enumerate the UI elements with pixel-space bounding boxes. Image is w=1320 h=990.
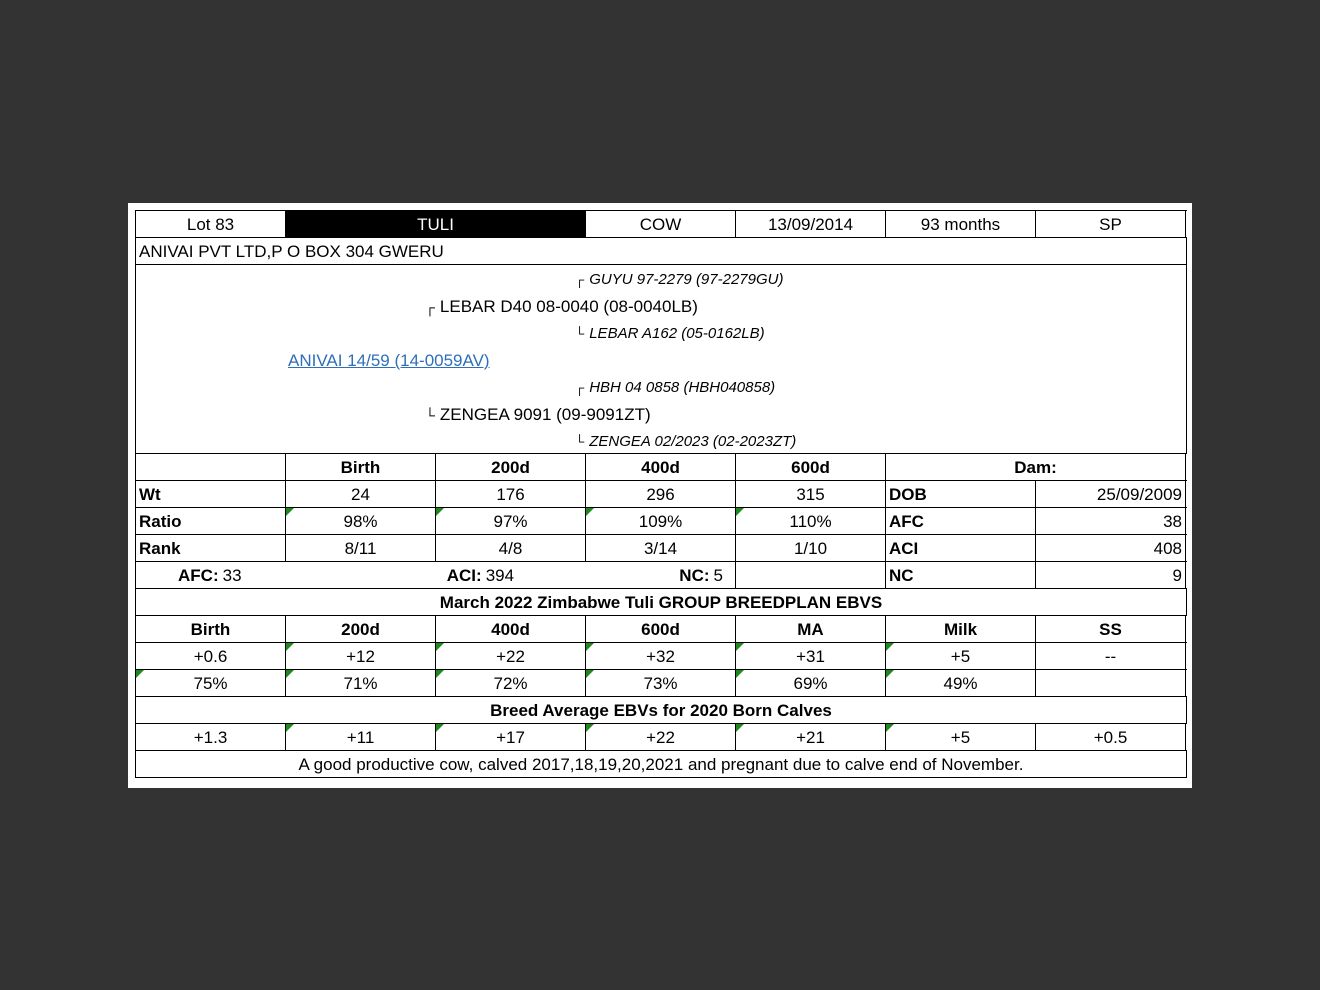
ebv-value: +22 — [436, 643, 586, 669]
dam-key: DOB — [886, 481, 1036, 507]
ebv-value: +12 — [286, 643, 436, 669]
sire-name: LEBAR D40 08-0040 (08-0040LB) — [439, 297, 698, 316]
weight-row — [136, 481, 1187, 508]
rank-value: 8/11 — [286, 535, 436, 561]
weight-value: 296 — [586, 481, 736, 507]
dam-name: ZENGEA 9091 (09-9091ZT) — [439, 405, 651, 424]
row-label: Wt — [136, 481, 286, 507]
ebv-accuracy-row — [136, 670, 1187, 697]
owner-row — [136, 238, 1187, 265]
aci-value: 394 — [485, 565, 515, 585]
weight-value: 315 — [736, 481, 886, 507]
ebv-accuracy: 73% — [586, 670, 736, 696]
status-code: SP — [1036, 211, 1186, 237]
weight-value: 24 — [286, 481, 436, 507]
ratio-value: 98% — [286, 508, 436, 534]
bracket-top-icon: ┌ — [575, 380, 585, 395]
aci-summary — [447, 567, 514, 584]
ebv-title-row — [136, 589, 1187, 616]
weights-col-header: 600d — [736, 454, 886, 480]
ratio-value: 109% — [586, 508, 736, 534]
weights-col-header: Birth — [286, 454, 436, 480]
dam-value: 408 — [1036, 535, 1186, 561]
owner-address: ANIVAI PVT LTD,P O BOX 304 GWERU — [136, 238, 1187, 264]
sex: COW — [586, 211, 736, 237]
ebv-col-header: SS — [1036, 616, 1186, 642]
sire — [425, 298, 698, 315]
dam-sire-name: HBH 04 0858 (HBH040858) — [589, 379, 776, 396]
animal[interactable] — [288, 352, 490, 369]
ebv-accuracy: 72% — [436, 670, 586, 696]
rank-value: 1/10 — [736, 535, 886, 561]
ebv-col-header: 600d — [586, 616, 736, 642]
ebv-value-row — [136, 643, 1187, 670]
dam-value: 25/09/2009 — [1036, 481, 1186, 507]
ebv-accuracy — [1036, 670, 1186, 696]
dam — [425, 406, 651, 423]
ratio-row — [136, 508, 1187, 535]
breed-avg-value: +0.5 — [1036, 724, 1186, 750]
comment-row — [136, 751, 1187, 778]
sire-sire — [575, 272, 783, 287]
ebv-header-row — [136, 616, 1187, 643]
nc-value: 5 — [713, 565, 723, 585]
ebv-value: +5 — [886, 643, 1036, 669]
nc-label: NC: — [679, 565, 710, 585]
rank-value: 3/14 — [586, 535, 736, 561]
dam-sire — [575, 380, 775, 395]
breed-avg-value: +17 — [436, 724, 586, 750]
afc-summary — [178, 567, 242, 584]
bracket-top-icon: ┌ — [425, 299, 435, 315]
dam-dam — [575, 434, 796, 449]
summary-row — [136, 562, 1187, 589]
sire-dam-name: LEBAR A162 (05-0162LB) — [589, 325, 765, 342]
lot-table — [135, 210, 1187, 778]
weights-corner — [136, 454, 286, 480]
ebv-accuracy: 69% — [736, 670, 886, 696]
weights-col-header: 400d — [586, 454, 736, 480]
breed-avg-row — [136, 724, 1187, 751]
aci-label: ACI: — [446, 565, 482, 585]
row-label: Rank — [136, 535, 286, 561]
breed-avg-value: +11 — [286, 724, 436, 750]
date-of-birth: 13/09/2014 — [736, 211, 886, 237]
ratio-value: 97% — [436, 508, 586, 534]
row-label: Ratio — [136, 508, 286, 534]
ebv-accuracy: 49% — [886, 670, 1036, 696]
afc-value: 33 — [222, 565, 242, 585]
ebv-accuracy: 71% — [286, 670, 436, 696]
ebv-value: +32 — [586, 643, 736, 669]
dam-key: ACI — [886, 535, 1036, 561]
calving-summary — [136, 562, 736, 588]
dam-key: AFC — [886, 508, 1036, 534]
rank-value: 4/8 — [436, 535, 586, 561]
bracket-bottom-icon: └ — [575, 326, 585, 341]
breed-avg-value: +1.3 — [136, 724, 286, 750]
ebv-col-header: 200d — [286, 616, 436, 642]
breed-avg-title: Breed Average EBVs for 2020 Born Calves — [136, 697, 1187, 723]
breed-avg-value: +5 — [886, 724, 1036, 750]
weights-header-row — [136, 454, 1187, 481]
rank-row — [136, 535, 1187, 562]
lot-card — [128, 203, 1192, 788]
ratio-value: 110% — [736, 508, 886, 534]
sire-sire-name: GUYU 97-2279 (97-2279GU) — [589, 271, 784, 288]
ebv-col-header: Birth — [136, 616, 286, 642]
dam-value: 38 — [1036, 508, 1186, 534]
nc-summary — [679, 567, 723, 584]
header-row — [136, 211, 1187, 238]
dam-key: NC — [886, 562, 1036, 588]
summary-spacer — [736, 562, 886, 588]
ebv-accuracy: 75% — [136, 670, 286, 696]
comment-text: A good productive cow, calved 2017,18,19,20,2021 and pregnant due to calve end of November. — [136, 751, 1187, 777]
ebv-value: -- — [1036, 643, 1186, 669]
pedigree-row — [136, 265, 1187, 454]
breed-avg-title-row — [136, 697, 1187, 724]
afc-label: AFC: — [178, 565, 219, 585]
sire-dam — [575, 326, 765, 341]
ebv-col-header: 400d — [436, 616, 586, 642]
ebv-col-header: Milk — [886, 616, 1036, 642]
dam-dam-name: ZENGEA 02/2023 (02-2023ZT) — [589, 433, 797, 450]
weights-col-header: 200d — [436, 454, 586, 480]
ebv-value: +31 — [736, 643, 886, 669]
bracket-bottom-icon: └ — [425, 407, 435, 423]
bracket-bottom-icon: └ — [575, 434, 585, 449]
age: 93 months — [886, 211, 1036, 237]
bracket-top-icon: ┌ — [575, 272, 585, 287]
breed-avg-value: +22 — [586, 724, 736, 750]
lot-number: Lot 83 — [136, 211, 286, 237]
ebv-value: +0.6 — [136, 643, 286, 669]
pedigree-tree — [136, 265, 1187, 453]
animal-link[interactable]: ANIVAI 14/59 (14-0059AV) — [288, 351, 490, 370]
dam-value: 9 — [1036, 562, 1186, 588]
dam-header: Dam: — [886, 454, 1186, 480]
weight-value: 176 — [436, 481, 586, 507]
ebv-title: March 2022 Zimbabwe Tuli GROUP BREEDPLAN EBVS — [136, 589, 1187, 615]
breed-avg-value: +21 — [736, 724, 886, 750]
ebv-col-header: MA — [736, 616, 886, 642]
breed-name: TULI — [286, 211, 586, 237]
